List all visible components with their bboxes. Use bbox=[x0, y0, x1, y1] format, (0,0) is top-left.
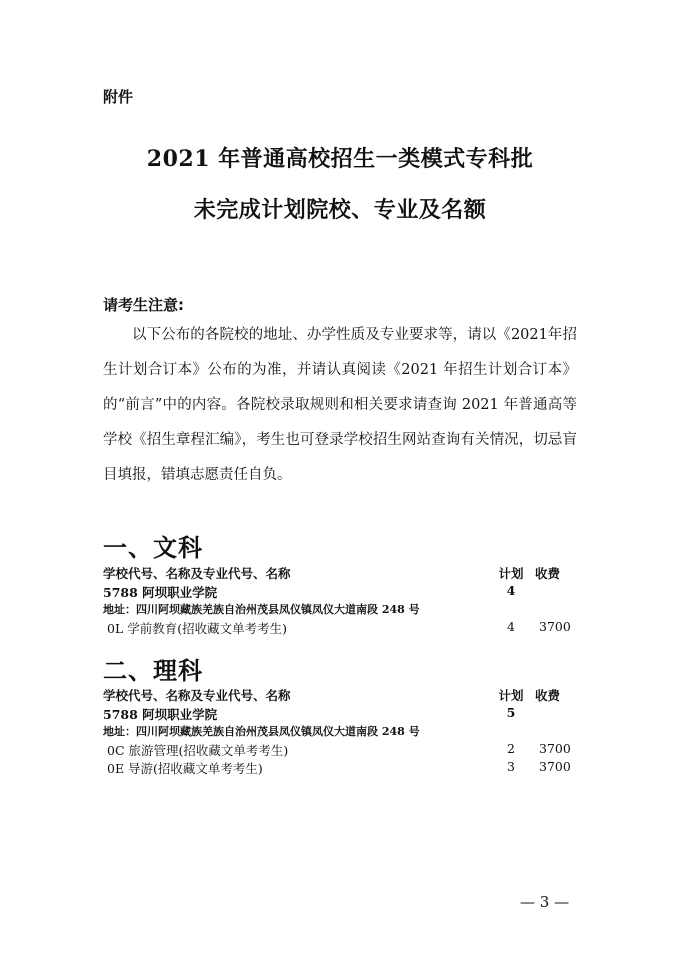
header-fee: 收费 bbox=[535, 688, 561, 703]
section-heading-science: 二、理科 bbox=[103, 657, 203, 685]
school-code-name: 5788 阿坝职业学院 bbox=[103, 707, 218, 722]
notice-paragraph: 以下公布的各院校的地址、办学性质及专业要求等，请以《2021年招生计划合订本》公布的为准，并请认真阅读《2021 年招生计划合订本》的“前言”中的内容。各院校录取规则和相关要求请查询 2021 年普通高等学校《招生章程汇编》，考生也可登录学校招生网站查询有关情况，切忌盲目填报，错填志愿责任自负。 bbox=[103, 327, 577, 483]
major-fee: 3700 bbox=[539, 619, 571, 634]
notice-body bbox=[103, 318, 577, 493]
table-header bbox=[103, 686, 583, 704]
document-title-line2: 未完成计划院校、专业及名额 bbox=[193, 197, 487, 223]
header-plan: 计划 bbox=[498, 566, 524, 581]
header-name: 学校代号、名称及专业代号、名称 bbox=[103, 566, 291, 581]
school-plan: 4 bbox=[506, 583, 516, 598]
major-plan: 4 bbox=[507, 619, 515, 634]
school-row bbox=[103, 583, 583, 601]
major-code-name: 0L 学前教育(招收藏文单考考生) bbox=[107, 621, 287, 636]
section-heading-arts: 一、文科 bbox=[103, 534, 203, 562]
major-code-name: 0C 旅游管理(招收藏文单考考生) bbox=[107, 743, 289, 758]
school-address bbox=[103, 723, 583, 741]
major-plan: 3 bbox=[507, 759, 515, 774]
school-code-name: 5788 阿坝职业学院 bbox=[103, 585, 218, 600]
major-fee: 3700 bbox=[539, 759, 571, 774]
major-row bbox=[103, 741, 583, 759]
table-header bbox=[103, 564, 583, 582]
header-fee: 收费 bbox=[535, 566, 561, 581]
document-title-line1: 2021 年普通高校招生一类模式专科批 bbox=[146, 146, 534, 172]
address-text: 地址：四川阿坝藏族羌族自治州茂县凤仪镇凤仪大道南段 248 号 bbox=[103, 603, 420, 616]
notice-heading: 请考生注意: bbox=[103, 296, 184, 314]
school-plan: 5 bbox=[506, 705, 516, 720]
major-fee: 3700 bbox=[539, 741, 571, 756]
major-code-name: 0E 导游(招收藏文单考考生) bbox=[107, 761, 263, 776]
major-row bbox=[103, 619, 583, 637]
school-address bbox=[103, 601, 583, 619]
school-row bbox=[103, 705, 583, 723]
major-plan: 2 bbox=[507, 741, 515, 756]
attachment-label: 附件 bbox=[103, 88, 134, 106]
header-plan: 计划 bbox=[498, 688, 524, 703]
header-name: 学校代号、名称及专业代号、名称 bbox=[103, 688, 291, 703]
page-number-text: — 3 — bbox=[520, 893, 570, 911]
major-row bbox=[103, 759, 583, 777]
address-text: 地址：四川阿坝藏族羌族自治州茂县凤仪镇凤仪大道南段 248 号 bbox=[103, 725, 420, 738]
